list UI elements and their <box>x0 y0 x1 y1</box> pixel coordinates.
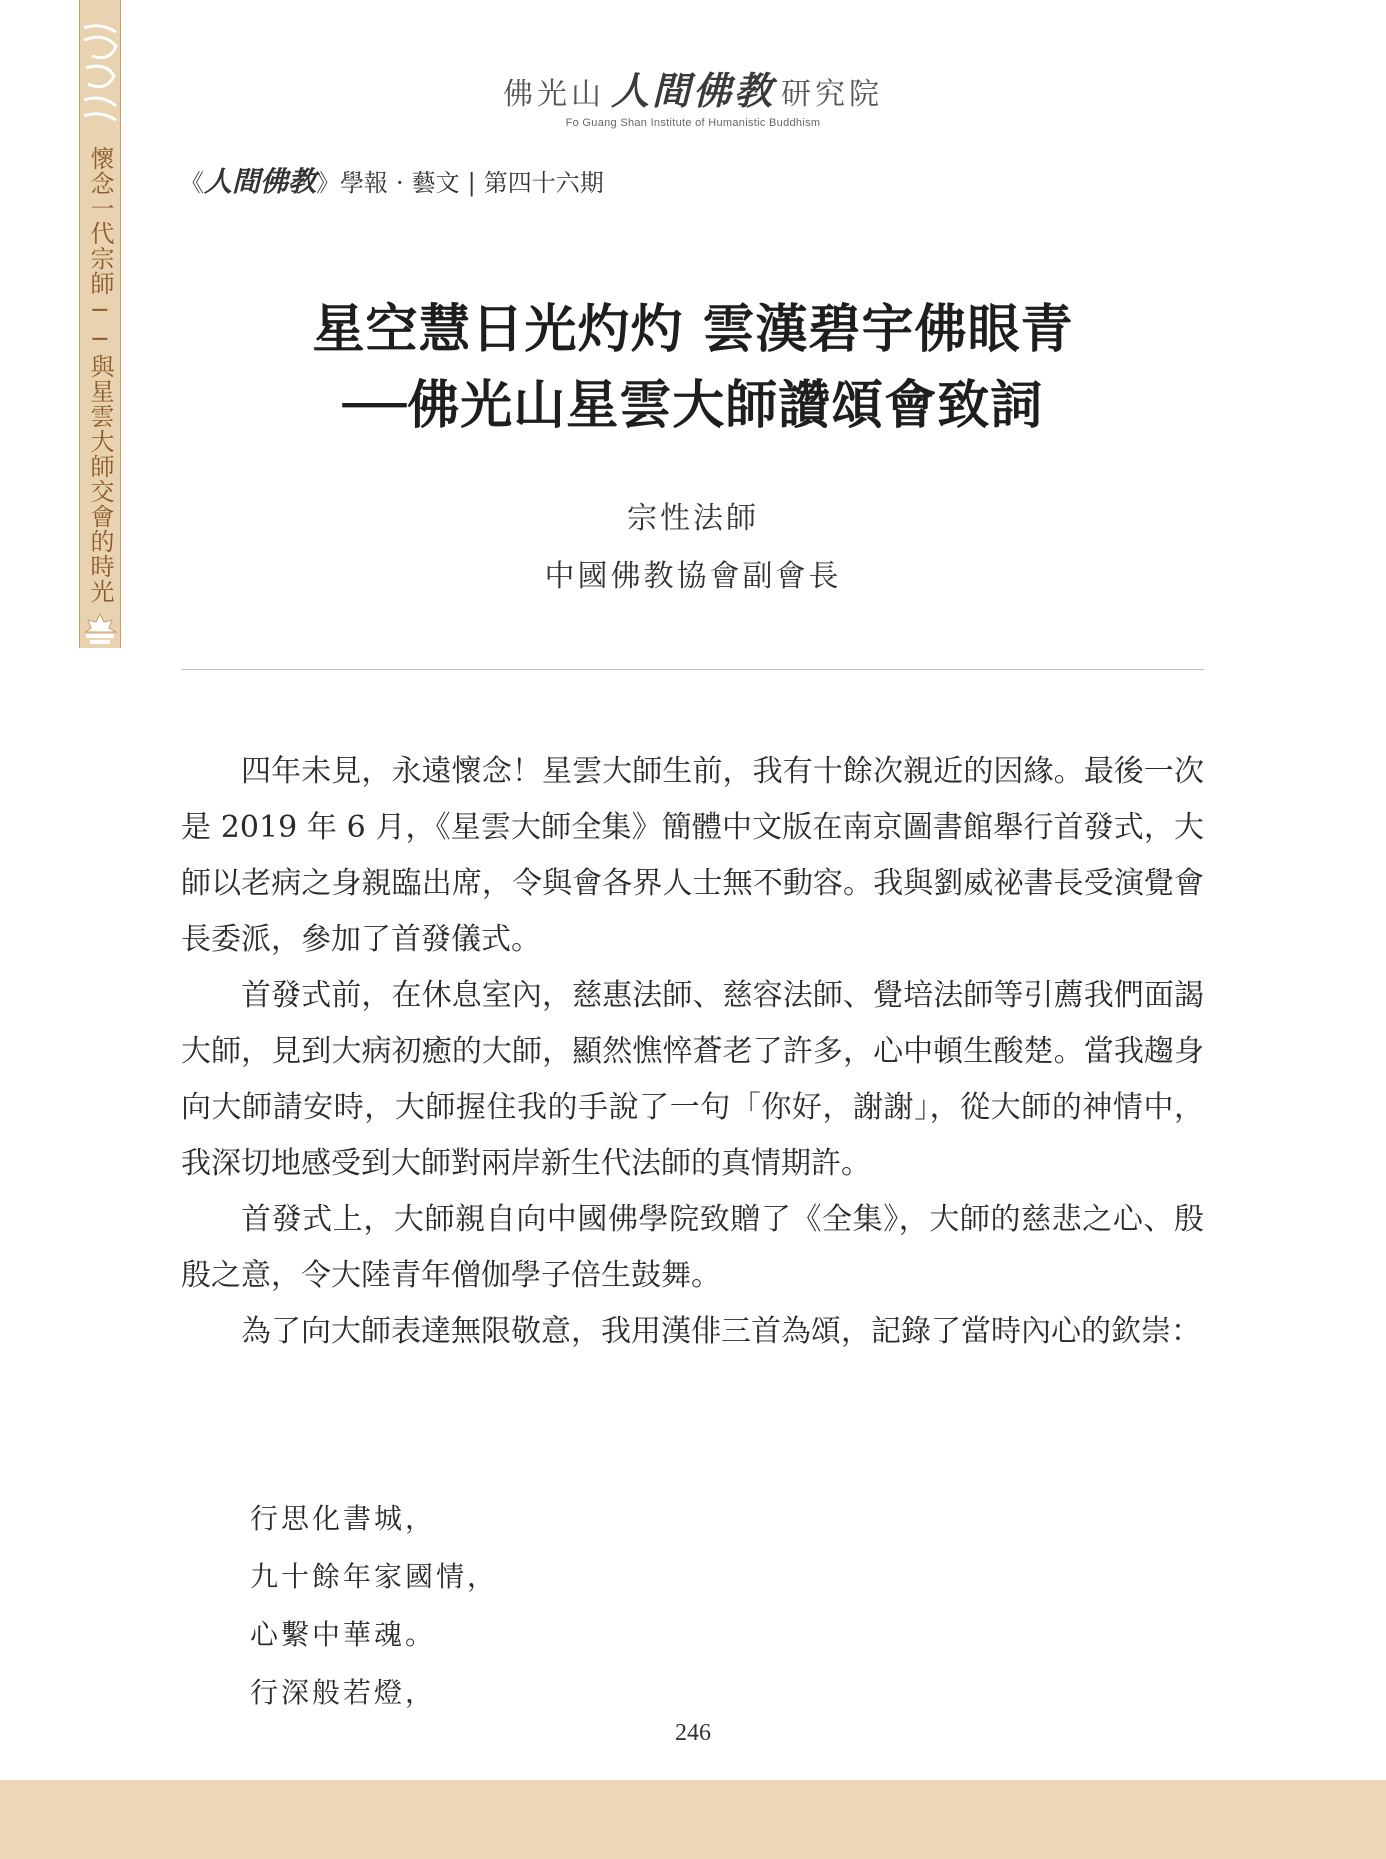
institute-suffix: 研究院 <box>781 77 883 112</box>
page-number: 246 <box>675 1720 711 1746</box>
journal-type: 學報 <box>340 169 389 197</box>
side-tab-title: 懷念一代宗師──與星雲大師交會的時光 <box>86 146 114 604</box>
institute-english-name: Fo Guang Shan Institute of Humanistic Buddhism <box>565 117 821 129</box>
poem <box>250 1490 498 1722</box>
journal-issue: 第四十六期 <box>483 169 604 197</box>
poem-line: 心繫中華魂。 <box>250 1618 437 1651</box>
poem-line: 行深般若燈， <box>250 1676 437 1709</box>
footer-band <box>0 1780 1386 1859</box>
poem-line: 行思化書城， <box>250 1502 437 1535</box>
journal-close-bracket: 》 <box>316 169 341 197</box>
author-position: 中國佛教協會副會長 <box>544 559 842 594</box>
journal-section: 藝文 <box>411 169 460 197</box>
journal-name: 人間佛教 <box>204 165 317 198</box>
journal-open-bracket: 《 <box>180 169 204 197</box>
journal-bar: | <box>467 169 476 197</box>
institute-title <box>503 60 883 115</box>
title-line-2: ──佛光山星雲大師讚頌會致詞 <box>342 376 1044 436</box>
article-body <box>181 744 1204 1360</box>
journal-header <box>180 160 604 200</box>
paragraph: 四年未見，永遠懷念！星雲大師生前，我有十餘次親近的因緣。最後一次是 2019 年 6 月，《星雲大師全集》簡體中文版在南京圖書館舉行首發式，大師以老病之身親臨出席，令與會各界人士無不動容。我與劉威祕書長受演覺會長委派，參加了首發儀式。 <box>181 754 1204 957</box>
poem-line: 九十餘年家國情， <box>250 1560 499 1593</box>
title-line-1: 星空慧日光灼灼 雲漢碧宇佛眼青 <box>312 300 1074 360</box>
lotus-ornament-icon <box>82 612 118 646</box>
author-name: 宗性法師 <box>627 501 759 536</box>
journal-dot: · <box>396 169 404 197</box>
paragraph: 首發式上，大師親自向中國佛學院致贈了《全集》，大師的慈悲之心、殷殷之意，令大陸青年僧伽學子倍生鼓舞。 <box>181 1202 1204 1293</box>
article-title <box>0 292 1386 444</box>
institute-prefix: 佛光山 <box>502 77 605 112</box>
institute-brand: 人間佛教 <box>610 69 775 113</box>
divider <box>181 669 1204 670</box>
paragraph: 首發式前，在休息室內，慈惠法師、慈容法師、覺培法師等引薦我們面謁大師，見到大病初癒的大師，顯然憔悴蒼老了許多，心中頓生酸楚。當我趨身向大師請安時，大師握住我的手說了一句「你好，謝謝」，從大師的神情中，我深切地感受到大師對兩岸新生代法師的真情期許。 <box>181 978 1204 1181</box>
author-block <box>0 490 1386 606</box>
institute-header <box>0 60 1386 129</box>
paragraph: 為了向大師表達無限敬意，我用漢俳三首為頌，記錄了當時內心的欽崇： <box>241 1314 1201 1349</box>
